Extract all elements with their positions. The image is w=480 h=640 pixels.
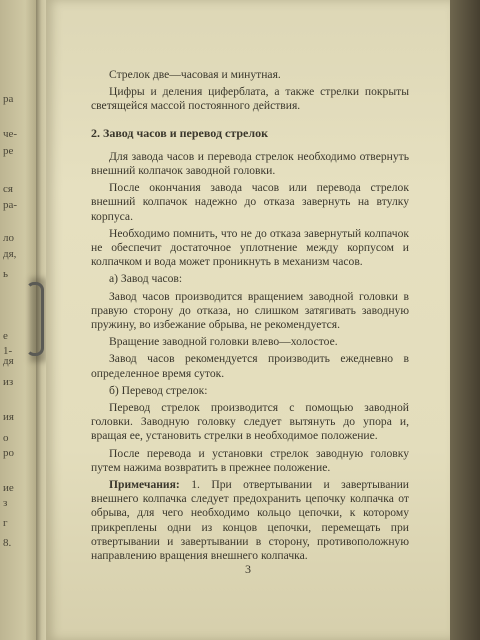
left-page-text-fragment: дя, (3, 248, 17, 260)
left-page-text-fragment: дя (3, 355, 14, 367)
left-page-text-fragment: ь (3, 268, 9, 280)
subheading-b: б) Перевод стрелок: (109, 383, 208, 397)
left-page-text-fragment: е (3, 330, 8, 342)
left-page-text-fragment: ра (3, 93, 14, 105)
intro-line: Стрелок две—часовая и минутная. (109, 68, 281, 81)
page-text (91, 68, 409, 566)
staple-icon (26, 282, 44, 356)
left-page-text-fragment: г (3, 517, 8, 529)
paragraph: Завод часов производится вращением заводной головки в правую сторону до отказа, но слишком затягивать заводную пружину, во избежание обрыва, не рекомендуется. (91, 289, 409, 332)
paragraph: Необходимо помнить, что не до отказа завернутый колпачок не обеспечит достаточное уплотнение между корпусом и колпачком и вода может проникнуть в механизм часов. (91, 226, 409, 269)
left-page-text-fragment: о (3, 432, 9, 444)
page-number: 3 (245, 562, 251, 576)
left-page-text-fragment: ре (3, 145, 14, 157)
left-page-text-fragment: ро (3, 447, 14, 459)
left-page-text-fragment: 8. (3, 537, 12, 549)
note-text: 1. При отвертывании и завертывании внешнего колпачка следует предохранить цепочку колпачка от обрыва, для чего необходимо кольцо цепочки, к которому прикреплены одни из концов цепочки, перемещать при отвертывании и завертывании в сторону, противоположную направлению вращения внешнего колпачка. (91, 478, 409, 563)
left-page-text-fragment: ия (3, 411, 14, 423)
document-page (46, 0, 450, 640)
background-surface (450, 0, 480, 640)
note-paragraph (91, 478, 409, 563)
paragraph: После окончания завода часов или перевода стрелок внешний колпачок надежно до отказа завернуть на втулку корпуса. (91, 181, 409, 223)
paragraph: Перевод стрелок производится с помощью заводной головки. Заводную головку следует вытянуть до упора и, вращая ее, установить стрелки в необходимое положение. (91, 401, 409, 443)
paragraph: Для завода часов и перевода стрелок необходимо отвернуть внешний колпачок заводной головки. (91, 149, 409, 178)
left-page-text-fragment: ра- (3, 199, 18, 211)
section-heading: 2. Завод часов и перевод стрелок (91, 125, 269, 140)
note-label: Примечания: (109, 478, 180, 492)
intro-paragraph: Цифры и деления циферблата, а также стрелки покрыты светящейся массой постоянного действия. (91, 85, 409, 113)
left-page-text-fragment: ло (3, 232, 14, 244)
left-page-text-fragment: ие (3, 482, 14, 494)
left-page-text-fragment: 1- (3, 345, 13, 357)
left-page-text-fragment: з (3, 497, 8, 509)
subheading-a: а) Завод часов: (109, 272, 183, 286)
left-page-text-fragment: че- (3, 128, 18, 140)
paragraph: Завод часов рекомендуется производить ежедневно в определенное время суток. (91, 352, 409, 380)
left-page-text-fragment: ся (3, 183, 13, 195)
left-page-text-fragment: из (3, 376, 14, 388)
paragraph: После перевода и установки стрелок заводную головку путем нажима возвратить в прежнее положение. (91, 446, 409, 474)
paragraph: Вращение заводной головки влево—холостое. (109, 335, 338, 349)
